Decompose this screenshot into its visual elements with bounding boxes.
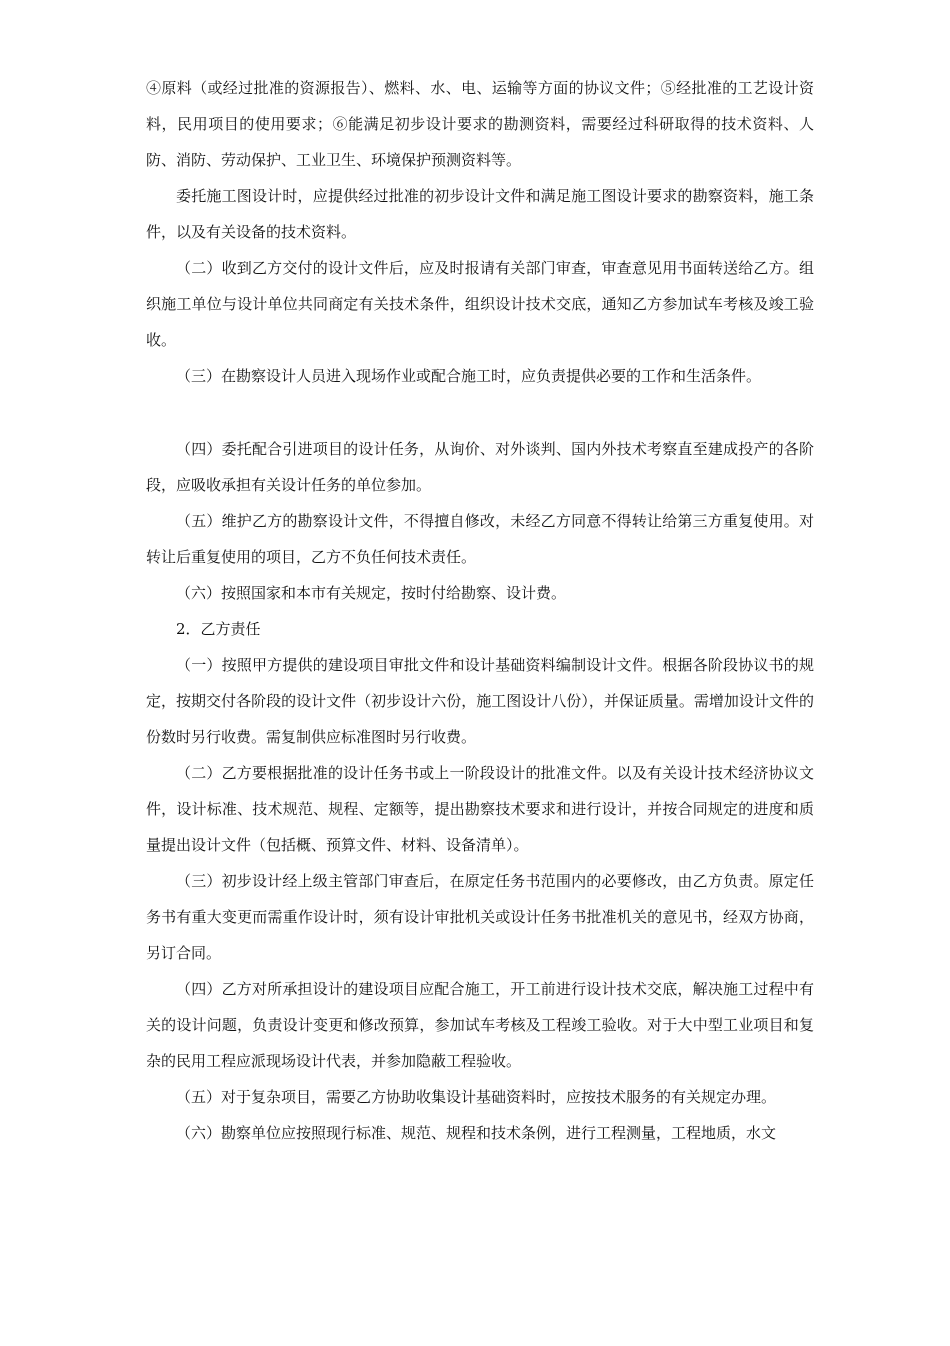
paragraph-13-complex-projects: （五）对于复杂项目，需要乙方协助收集设计基础资料时，应按技术服务的有关规定办理。 xyxy=(176,1088,777,1106)
document-body xyxy=(146,70,814,1151)
paragraph-10-design-basis: （二）乙方要根据批准的设计任务书或上一阶段设计的批准文件。以及有关设计技术经济协议文件，设计标准、技术规范、规程、定额等，提出勘察技术要求和进行设计，并按合同规定的进度和质量提出设计文件（包括概、预算文件、材料、设备清单）。 xyxy=(146,764,814,854)
paragraph-3-review-submission: （二）收到乙方交付的设计文件后，应及时报请有关部门审查，审查意见用书面转送给乙方。组织施工单位与设计单位共同商定有关技术条件，组织设计技术交底，通知乙方参加试车考核及竣工验收。 xyxy=(146,259,814,349)
paragraph-12-construction-support: （四）乙方对所承担设计的建设项目应配合施工，开工前进行设计技术交底，解决施工过程中有关的设计问题，负责设计变更和修改预算，参加试车考核及工程竣工验收。对于大中型工业项目和复杂的民用工程应派现场设计代表，并参加隐蔽工程验收。 xyxy=(146,980,814,1070)
section-heading-party-b-responsibility: 2．乙方责任 xyxy=(176,620,261,638)
paragraph-5-imported-project: （四）委托配合引进项目的设计任务，从询价、对外谈判、国内外技术考察直至建成投产的各阶段，应吸收承担有关设计任务的单位参加。 xyxy=(146,440,814,494)
paragraph-9-prepare-design-files: （一）按照甲方提供的建设项目审批文件和设计基础资料编制设计文件。根据各阶段协议书的规定，按期交付各阶段的设计文件（初步设计六份，施工图设计八份），并保证质量。需增加设计文件的份数时另行收费。需复制供应标准图时另行收费。 xyxy=(146,656,814,746)
paragraph-11-preliminary-design-review: （三）初步设计经上级主管部门审查后，在原定任务书范围内的必要修改，由乙方负责。原定任务书有重大变更而需重作设计时，须有设计审批机关或设计任务书批准机关的意见书，经双方协商，另订合同。 xyxy=(146,872,814,962)
paragraph-14-survey-standards: （六）勘察单位应按照现行标准、规范、规程和技术条例，进行工程测量，工程地质，水文 xyxy=(176,1124,777,1142)
paragraph-gap xyxy=(146,394,814,431)
paragraph-2-construction-drawing-commission: 委托施工图设计时，应提供经过批准的初步设计文件和满足施工图设计要求的勘察资料，施工条件，以及有关设备的技术资料。 xyxy=(146,187,814,241)
paragraph-4-site-conditions: （三）在勘察设计人员进入现场作业或配合施工时，应负责提供必要的工作和生活条件。 xyxy=(176,367,762,385)
paragraph-1-agreement-documents: ④原料（或经过批准的资源报告）、燃料、水、电、运输等方面的协议文件；⑤经批准的工艺设计资料，民用项目的使用要求；⑥能满足初步设计要求的勘测资料，需要经过科研取得的技术资料、人防、消防、劳动保护、工业卫生、环境保护预测资料等。 xyxy=(146,79,814,169)
paragraph-6-protect-documents: （五）维护乙方的勘察设计文件，不得擅自修改，未经乙方同意不得转让给第三方重复使用。对转让后重复使用的项目，乙方不负任何技术责任。 xyxy=(146,512,814,566)
paragraph-7-payment: （六）按照国家和本市有关规定，按时付给勘察、设计费。 xyxy=(176,584,567,602)
